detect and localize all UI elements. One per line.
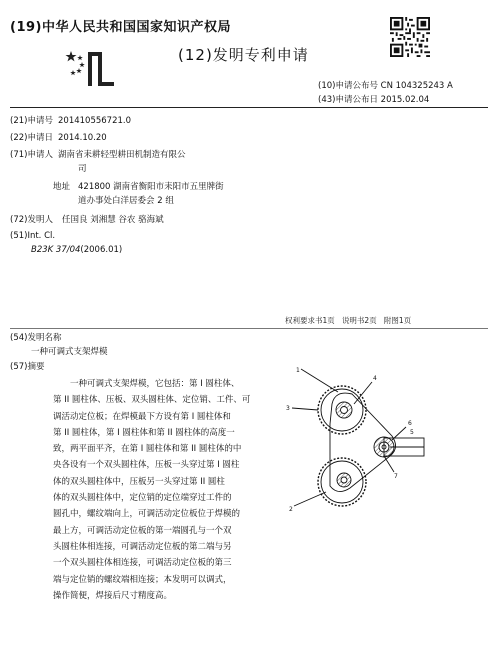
document-type-title: (12)发明专利申请 (178, 46, 309, 64)
publication-date-label: (43)申请公布日 (318, 95, 378, 105)
issuing-authority: (19)中华人民共和国国家知识产权局 (10, 20, 231, 35)
claims-page-count: 权利要求书1页 (285, 316, 335, 325)
figure-label: 1 (296, 367, 300, 374)
address-line-1: 421800 湖南省衡阳市耒阳市五里牌街 (78, 182, 224, 192)
abstract-line: 圆孔中，螺纹端向上，可调活动定位板位于焊模的 (53, 509, 241, 520)
abstract-line: 一个双头圆柱体相连接，可调活动定位板的第三 (53, 558, 232, 569)
abstract-line: 体的双头圆柱体中，定位销的定位端穿过工件的 (53, 493, 232, 504)
applicant-name: 湖南省耒耕轻型耕田机制造有限公 (58, 150, 186, 160)
publication-date-row (318, 93, 429, 105)
abstract-line: 体的双头圆柱体中，压板另一头穿过第 II 圆柱 (53, 476, 225, 487)
figure-label: 3 (286, 405, 290, 412)
abstract-text (53, 376, 273, 604)
filing-date-label: (22)申请日 (10, 133, 53, 143)
abstract-line: 操作简便，焊接后尺寸精度高。 (53, 590, 173, 601)
applicant-field (10, 148, 186, 160)
figure-label: 5 (410, 429, 414, 436)
abstract-line: 第 II 圆柱体，第 I 圆柱体和第 II 圆柱体的高度一 (53, 427, 235, 438)
application-number-field (10, 114, 131, 126)
publication-number: CN 104325243 A (380, 81, 453, 91)
description-page-count: 说明书2页 (341, 316, 377, 325)
abstract-line: 头圆柱体相连接，可调活动定位板的第二端与另 (53, 541, 232, 552)
cnipa-logo (64, 48, 116, 92)
abstract-line: 一种可调式支架焊模，它包括：第 I 圆柱体、 (70, 379, 240, 389)
abstract-line: 央各设有一个双头圆柱体，压板一头穿过第 I 圆柱 (53, 460, 240, 471)
invention-title-label: (54)发明名称 (10, 333, 62, 343)
section-divider (10, 328, 488, 329)
abstract-line: 最上方，可调活动定位板的第一端圆孔与一个双 (53, 525, 232, 536)
applicant-name-continued: 司 (78, 164, 87, 174)
applicant-label: (71)申请人 (10, 150, 53, 160)
application-number: 201410556721.0 (58, 116, 132, 126)
header-divider (10, 107, 488, 108)
filing-date: 2014.10.20 (58, 133, 107, 143)
figure-label: 6 (408, 420, 412, 427)
technical-drawing (280, 364, 430, 514)
publication-number-row (318, 79, 453, 91)
abstract-label: (57)摘要 (10, 362, 45, 372)
address-field (53, 180, 224, 192)
inventors: 任国良 刘湘慧 谷农 骆海斌 (62, 215, 164, 225)
drawings-page-count: 附图1页 (383, 316, 412, 325)
address-label: 地址 (53, 182, 71, 192)
figure-label: 2 (289, 506, 293, 513)
filing-date-field (10, 131, 107, 143)
qr-code (390, 17, 430, 57)
address-line-2: 道办事处白洋居委会 2 组 (78, 196, 174, 206)
invention-title: 一种可调式支架焊模 (31, 347, 108, 357)
intcl-label: (51)Int. Cl. (10, 231, 56, 241)
intcl-row (31, 245, 122, 255)
page-count-row (285, 315, 411, 326)
figure-label: 7 (394, 473, 398, 480)
figure-label: 4 (373, 375, 377, 382)
intcl-code: B23K 37/04 (31, 245, 81, 255)
publication-number-label: (10)申请公布号 (318, 81, 378, 91)
abstract-line: 第 II 圆柱体、压板、双头圆柱体、定位销、工件、可 (53, 395, 251, 406)
abstract-line: 调活动定位板；在焊模最下方设有第 I 圆柱体和 (53, 411, 231, 422)
abstract-line: 端与定位销的螺纹端相连接；本发明可以调式， (53, 574, 232, 585)
inventors-label: (72)发明人 (10, 215, 53, 225)
publication-date: 2015.02.04 (380, 95, 430, 105)
intcl-date: (2006.01) (80, 245, 123, 255)
abstract-line: 致，两平面平齐，在第 I 圆柱体和第 II 圆柱体的中 (53, 444, 242, 455)
inventors-field (10, 213, 164, 225)
application-number-label: (21)申请号 (10, 116, 53, 126)
